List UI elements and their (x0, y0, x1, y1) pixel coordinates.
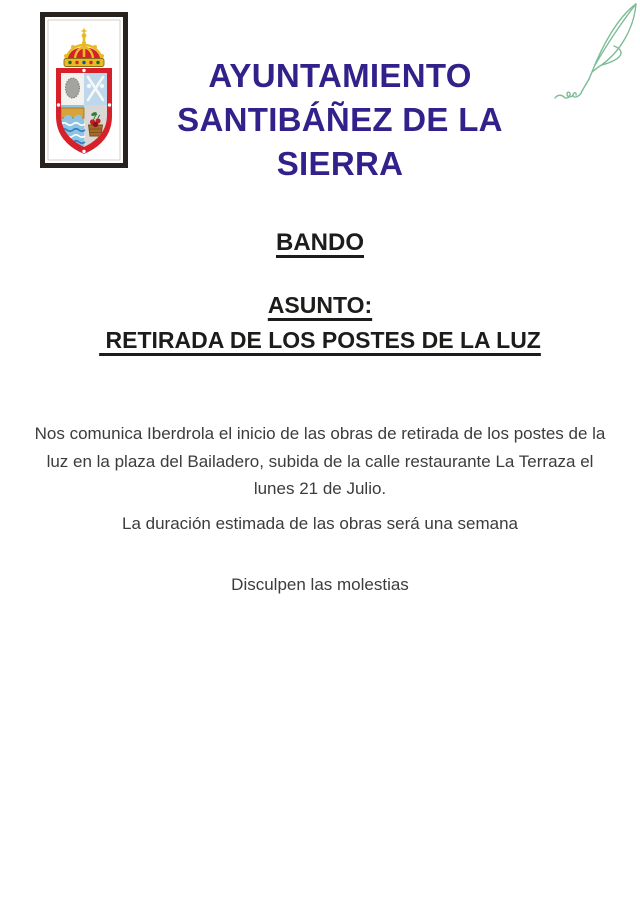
municipal-coat-of-arms-icon (40, 12, 128, 168)
title-line2: SANTIBÁÑEZ DE LA SIERRA (177, 101, 503, 182)
page-title (120, 54, 560, 186)
subject-label: ASUNTO: (267, 292, 373, 318)
notice-paragraph: Nos comunica Iberdrola el inicio de las obras de retirada de los postes de la luz en la plaza del Bailadero, subida de la calle restaurante La Terraza el lunes 21 de Julio. (34, 424, 606, 498)
apology-paragraph: Disculpen las molestias (231, 575, 409, 594)
document-heading (0, 229, 640, 257)
document-heading-text: BANDO (276, 229, 364, 256)
subject-heading (0, 288, 640, 358)
quill-pen-icon (552, 2, 638, 108)
duration-paragraph: La duración estimada de las obras será una semana (122, 514, 518, 533)
subject-text: RETIRADA DE LOS POSTES DE LA LUZ (99, 327, 541, 353)
title-line1: AYUNTAMIENTO (208, 57, 472, 94)
